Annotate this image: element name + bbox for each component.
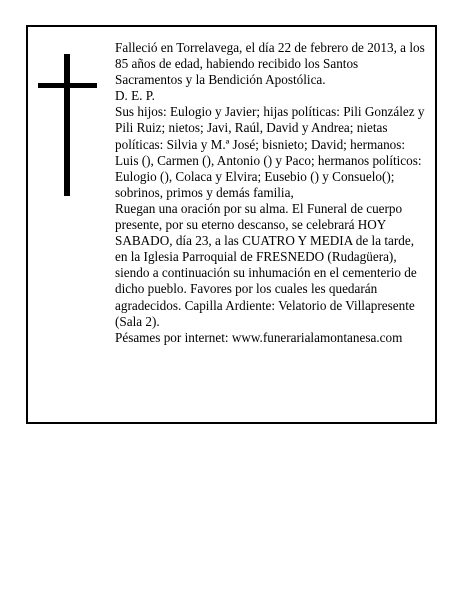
family-list: Sus hijos: Eulogio y Javier; hijas políticas: Pili González y Pili Ruiz; nietos; Javi, Raúl, David y Andrea; nietas políticas: Silvia y M.ª José; bisnieto; David; hermanos: Luis (), Carmen (), Antonio () y Paco; hermanos políticos: Eulogio (), Colaca y Elvira; Eusebio () y Consuelo(); sobrinos, primos y demás familia, bbox=[115, 104, 425, 200]
cross-horizontal-bar bbox=[38, 83, 97, 88]
condolences-website: Pésames por internet: www.funerarialamontanesa.com bbox=[115, 329, 403, 345]
death-announcement: Falleció en Torrelavega, el día 22 de febrero de 2013, a los 85 años de edad, habiendo recibido los Santos Sacramentos y la Bendición Apostólica. bbox=[115, 40, 425, 88]
rest-in-peace: D. E. P. bbox=[115, 88, 155, 104]
notice-body bbox=[115, 40, 425, 346]
cross-vertical-bar bbox=[64, 54, 70, 196]
funeral-details: Ruegan una oración por su alma. El Funeral de cuerpo presente, por su eterno descanso, se celebrará HOY SABADO, día 23, a las CUATRO Y MEDIA de la tarde, en la Iglesia Parroquial de FRESNEDO (Rudagüera), siendo a continuación su inhumación en el cementerio de dicho pueblo. Favores por los cuales les quedarán agradecidos. Capilla Ardiente: Velatorio de Villapresente (Sala 2). bbox=[115, 200, 417, 329]
